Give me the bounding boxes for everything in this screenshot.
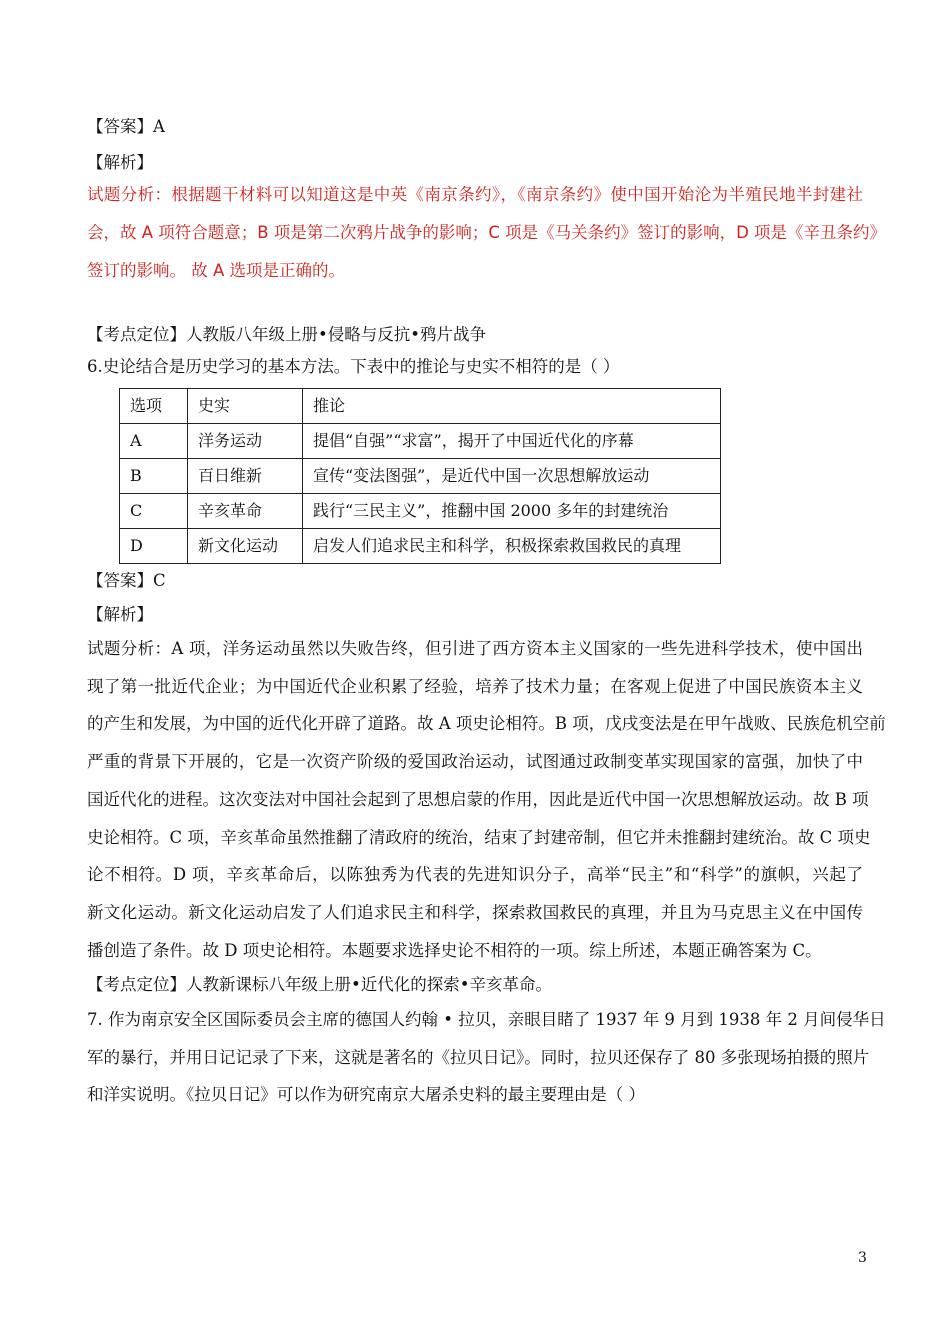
q6-analysis-line-8: 新文化运动。新文化运动启发了人们追求民主和科学，探索救国救民的真理，并且为马克思主义在中国传 <box>87 903 863 922</box>
q5-analysis-line-2: 会，故 A 项符合题意；B 项是第二次鸦片战争的影响；C 项是《马关条约》签订的影响，D 项是《辛丑条约》 <box>87 223 887 242</box>
table-cell: B <box>120 459 188 494</box>
q5-answer: 【答案】A <box>87 117 165 136</box>
table-header-cell: 选项 <box>120 389 188 424</box>
q6-analysis-line-3: 的产生和发展，为中国的近代化开辟了道路。故 A 项史论相符。B 项，戊戌变法是在甲午战败、民族危机空前 <box>87 714 886 733</box>
q7-question-line-2: 军的暴行，并用日记记录了下来，这就是著名的《拉贝日记》。同时，拉贝还保存了 80 多张现场拍摄的照片 <box>87 1048 870 1067</box>
q6-analysis-line-1: 试题分析：A 项，洋务运动虽然以失败告终，但引进了西方资本主义国家的一些先进科学技术，使中国出 <box>87 639 863 658</box>
q5-kaodian: 【考点定位】人教版八年级上册•侵略与反抗•鸦片战争 <box>87 325 486 344</box>
table-cell: 辛亥革命 <box>188 494 303 529</box>
q7-question-line-3: 和洋实说明。《拉贝日记》可以作为研究南京大屠杀史料的最主要理由是（ ） <box>87 1085 645 1104</box>
table-row <box>120 424 721 459</box>
table-cell: 宣传“变法图强”，是近代中国一次思想解放运动 <box>303 459 721 494</box>
q6-analysis-label: 【解析】 <box>87 605 153 624</box>
q5-analysis-line-3: 签订的影响。 故 A 选项是正确的。 <box>87 261 346 280</box>
q5-analysis-line-1: 试题分析：根据题干材料可以知道这是中英《南京条约》，《南京条约》使中国开始沦为半殖民地半封建社 <box>87 185 863 204</box>
q6-kaodian: 【考点定位】人教新课标八年级上册•近代化的探索•辛亥革命。 <box>87 975 552 994</box>
q6-analysis-line-4: 严重的背景下开展的，它是一次资产阶级的爱国政治运动，试图通过政制变革实现国家的富强，加快了中 <box>87 752 863 771</box>
table-cell: D <box>120 529 188 564</box>
table-cell: 提倡“自强”“求富”，揭开了中国近代化的序幕 <box>303 424 721 459</box>
table-header-row <box>120 389 721 424</box>
table-cell: A <box>120 424 188 459</box>
table-cell: 百日维新 <box>188 459 303 494</box>
table-row <box>120 529 721 564</box>
q6-question: 6.史论结合是历史学习的基本方法。下表中的推论与史实不相符的是（ ） <box>87 357 620 376</box>
q6-analysis-line-5: 国近代化的进程。这次变法对中国社会起到了思想启蒙的作用，因此是近代中国一次思想解放运动。故 B 项 <box>87 790 869 809</box>
table-cell: 启发人们追求民主和科学，积极探索救国救民的真理 <box>303 529 721 564</box>
table-row <box>120 459 721 494</box>
q6-analysis-line-2: 现了第一批近代企业；为中国近代企业积累了经验，培养了技术力量；在客观上促进了中国民族资本主义 <box>87 677 863 696</box>
table-cell: 洋务运动 <box>188 424 303 459</box>
q6-analysis-line-6: 史论相符。C 项，辛亥革命虽然推翻了清政府的统治，结束了封建帝制，但它并未推翻封建统治。故 C 项史 <box>87 828 871 847</box>
table-cell: C <box>120 494 188 529</box>
page-number: 3 <box>858 1250 867 1266</box>
table-row <box>120 494 721 529</box>
table-header-cell: 推论 <box>303 389 721 424</box>
q6-analysis-line-9: 播创造了条件。故 D 项史论相符。本题要求选择史论不相符的一项。综上所述，本题正确答案为 C。 <box>87 941 822 960</box>
table-cell: 践行“三民主义”，推翻中国 2000 多年的封建统治 <box>303 494 721 529</box>
table-cell: 新文化运动 <box>188 529 303 564</box>
table-header-cell: 史实 <box>188 389 303 424</box>
q5-analysis-label: 【解析】 <box>87 153 153 172</box>
q6-answer: 【答案】C <box>87 571 166 590</box>
q6-table <box>119 388 721 564</box>
q6-analysis-line-7: 论不相符。D 项，辛亥革命后，以陈独秀为代表的先进知识分子，高举“民主”和“科学”的旗帜，兴起了 <box>87 865 863 884</box>
q7-question-line-1: 7. 作为南京安全区国际委员会主席的德国人约翰 • 拉贝，亲眼目睹了 1937 年 9 月到 1938 年 2 月间侵华日 <box>87 1010 886 1029</box>
